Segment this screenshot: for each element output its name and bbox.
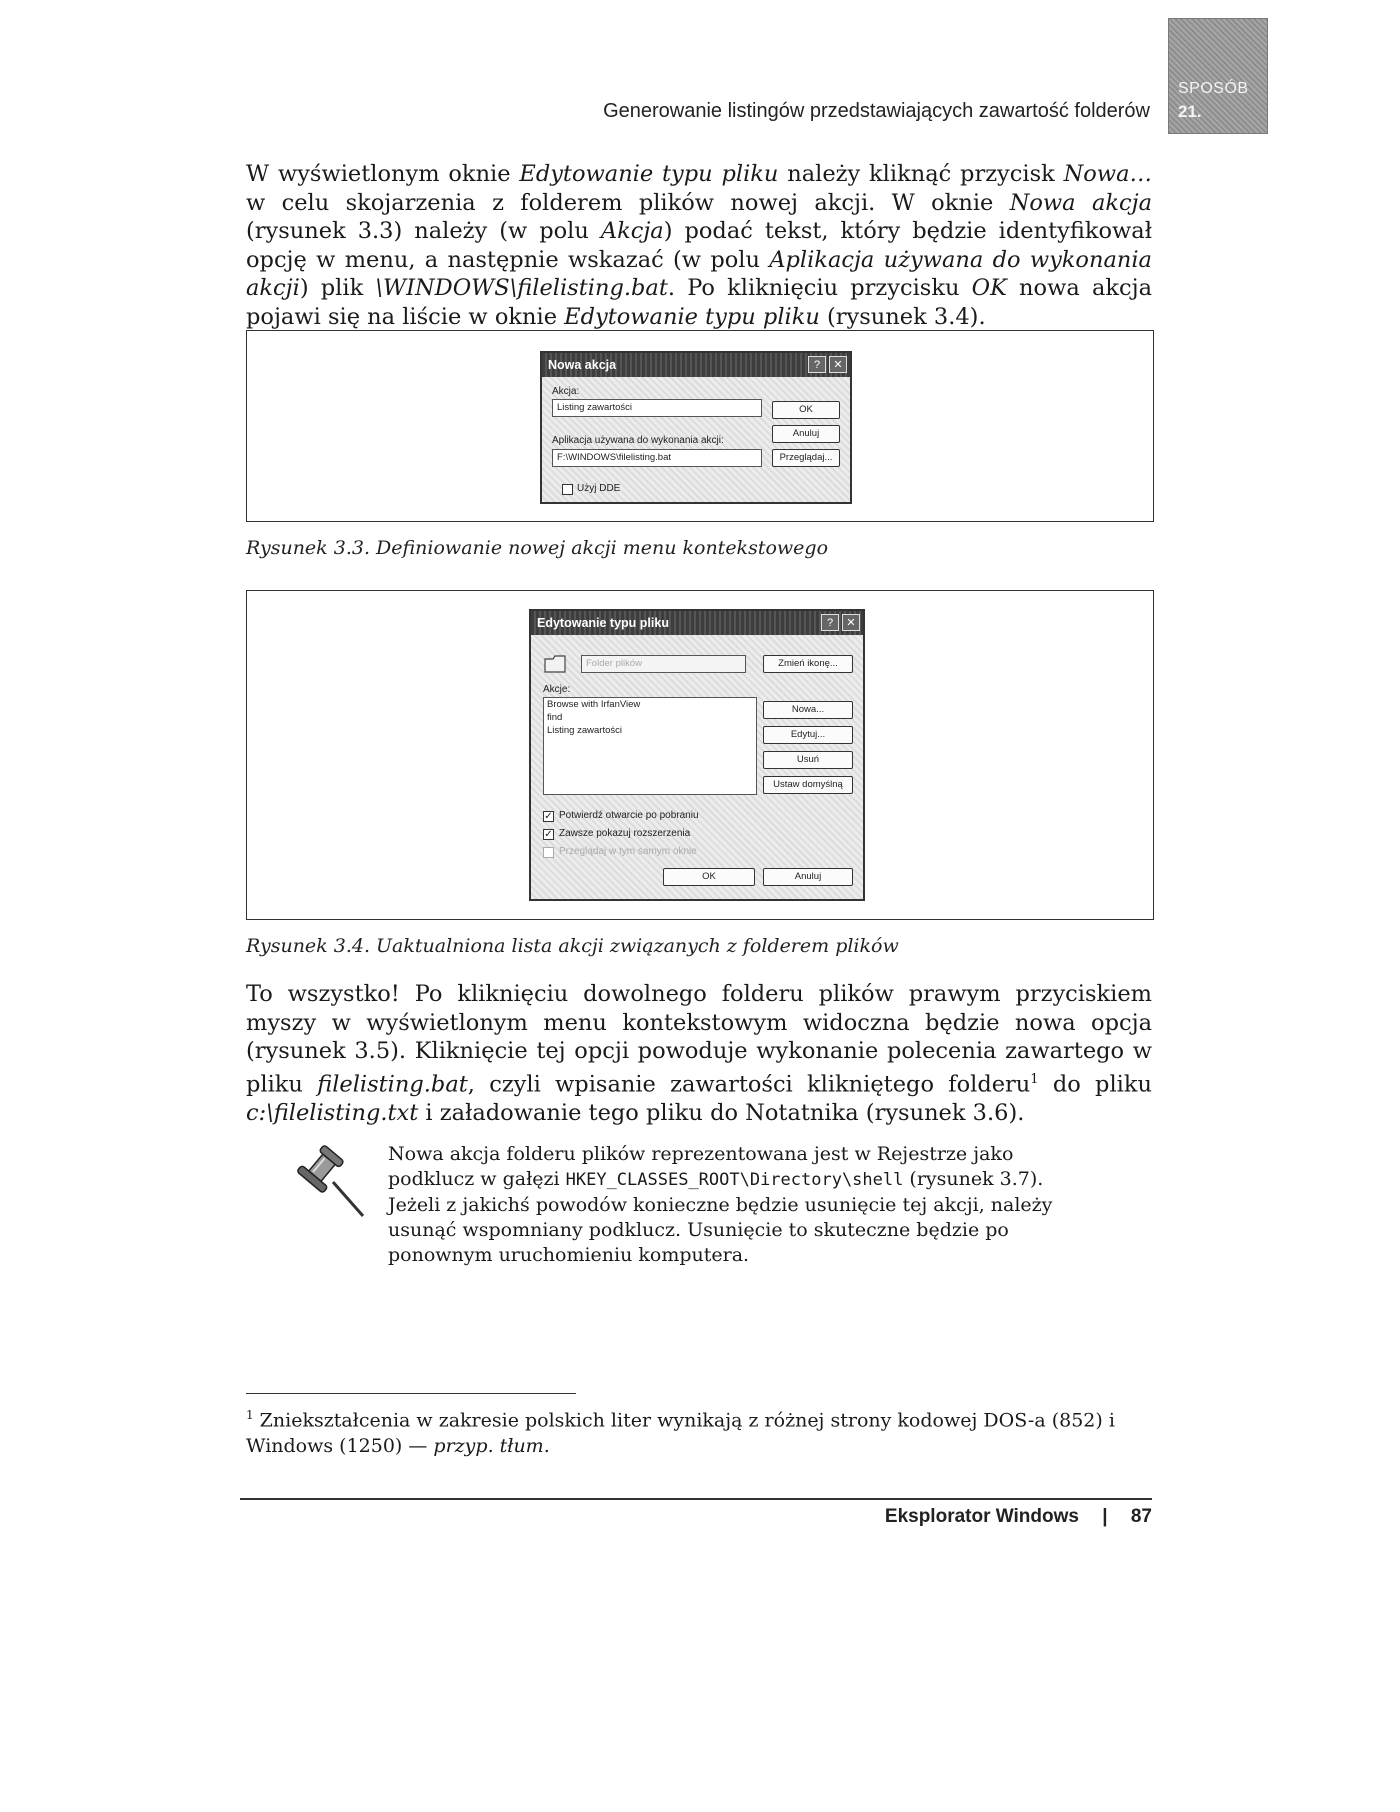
figure-3-4-frame xyxy=(246,590,1154,920)
app-path-input[interactable]: F:\WINDOWS\filelisting.bat xyxy=(552,449,762,467)
cancel-button[interactable]: Anuluj xyxy=(763,868,853,886)
help-icon[interactable]: ? xyxy=(808,356,826,373)
folder-icon xyxy=(543,653,569,675)
browse-same-window-label: Przeglądaj w tym samym oknie xyxy=(559,846,697,857)
paragraph-intro: W wyświetlonym oknie Edytowanie typu pliku należy kliknąć przycisk Nowa… w celu skojarzenia z folderem plików nowej akcji. W oknie Nowa akcja (rysunek 3.3) należy (w polu Akcja) podać tekst, który będzie identyfikował opcję w menu, a następnie wskazać (w polu Aplikacja używana do wykonania akcji) plik \WINDOWS\filelisting.bat. Po kliknięciu przycisku OK nowa akcja pojawi się na liście w oknie Edytowanie typu pliku (rysunek 3.4). xyxy=(246,161,1152,330)
list-item[interactable]: Browse with IrfanView xyxy=(547,699,641,710)
confirm-open-checkbox[interactable]: ✓ xyxy=(544,811,553,822)
running-head: Generowanie listingów przedstawiających zawartość folderów xyxy=(603,100,1150,122)
note-text: Nowa akcja folderu plików reprezentowana jest w Rejestrze jako podklucz w gałęzi HKEY_CLASSES_ROOT\Directory\shell (rysunek 3.7). Jeżeli z jakichś powodów konieczne będzie usunięcie tej akcji, należy usunąć wspomniany podklucz. Usunięcie to skuteczne będzie po ponownym uruchomieniu komputera. xyxy=(388,1143,1053,1266)
list-item[interactable]: find xyxy=(547,712,563,723)
new-action-dialog xyxy=(540,351,852,504)
show-extensions-checkbox[interactable]: ✓ xyxy=(544,829,553,840)
edit-action-button[interactable]: Edytuj... xyxy=(763,726,853,744)
remove-action-button[interactable]: Usuń xyxy=(763,751,853,769)
footer-separator: | xyxy=(1102,1506,1108,1527)
ok-button[interactable]: OK xyxy=(772,401,840,419)
footnote-divider xyxy=(246,1393,576,1394)
action-input[interactable]: Listing zawartości xyxy=(552,399,762,417)
dialog-title: Edytowanie typu pliku xyxy=(531,611,863,635)
footer-section: Eksplorator Windows xyxy=(884,1506,1079,1527)
use-dde-label: Użyj DDE xyxy=(577,483,621,494)
actions-list[interactable] xyxy=(543,697,757,795)
close-icon[interactable]: ✕ xyxy=(829,356,847,373)
confirm-open-label: Potwierdź otwarcie po pobraniu xyxy=(559,810,699,821)
footnote: $^1$ Zniekształcenia w zakresie polskich liter wynikają z różnej strony kodowej DOS-a (852) i Windows (1250) — przyp. tłum. xyxy=(246,1408,1115,1458)
change-icon-button[interactable]: Zmień ikonę... xyxy=(763,655,853,673)
list-item[interactable]: Listing zawartości xyxy=(547,725,622,736)
badge-label: SPOSÓB xyxy=(1178,80,1249,97)
use-dde-checkbox[interactable] xyxy=(562,484,573,495)
type-description-input[interactable]: Folder plików xyxy=(581,655,746,673)
new-action-button[interactable]: Nowa... xyxy=(763,701,853,719)
action-label: Akcja: xyxy=(552,386,580,397)
pushpin-icon xyxy=(285,1140,375,1220)
paragraph-result: To wszystko! Po kliknięciu dowolnego folderu plików prawym przyciskiem myszy w wyświetlonym menu kontekstowym widoczna będzie nowa opcja (rysunek 3.5). Kliknięcie tej opcji powoduje wykonanie polecenia zawartego w pliku filelisting.bat, czyli wpisanie zawartości klikniętego folderu$^1$ do pliku c:\filelisting.txt i załadowanie tego pliku do Notatnika (rysunek 3.6). xyxy=(246,981,1152,1126)
ok-button[interactable]: OK xyxy=(663,868,755,886)
page-number: 87 xyxy=(1130,1506,1152,1527)
browse-same-window-checkbox xyxy=(543,847,554,858)
browse-button[interactable]: Przeglądaj... xyxy=(772,449,840,467)
close-icon[interactable]: ✕ xyxy=(842,614,860,631)
app-label: Aplikacja używana do wykonania akcji: xyxy=(552,435,724,446)
figure-3-4-caption: Rysunek 3.4. Uaktualniona lista akcji związanych z folderem plików xyxy=(246,935,899,957)
cancel-button[interactable]: Anuluj xyxy=(772,425,840,443)
edit-file-type-dialog xyxy=(529,609,865,901)
dialog-title: Nowa akcja xyxy=(542,353,850,377)
show-extensions-label: Zawsze pokazuj rozszerzenia xyxy=(559,828,691,839)
footer-divider xyxy=(240,1498,1152,1500)
figure-3-3-caption: Rysunek 3.3. Definiowanie nowej akcji menu kontekstowego xyxy=(246,537,829,559)
page-footer xyxy=(780,1506,1152,1528)
figure-3-3-frame xyxy=(246,330,1154,522)
set-default-button[interactable]: Ustaw domyślną xyxy=(763,776,853,794)
badge-number: 21. xyxy=(1178,102,1202,121)
help-icon[interactable]: ? xyxy=(821,614,839,631)
actions-label: Akcje: xyxy=(543,684,571,695)
